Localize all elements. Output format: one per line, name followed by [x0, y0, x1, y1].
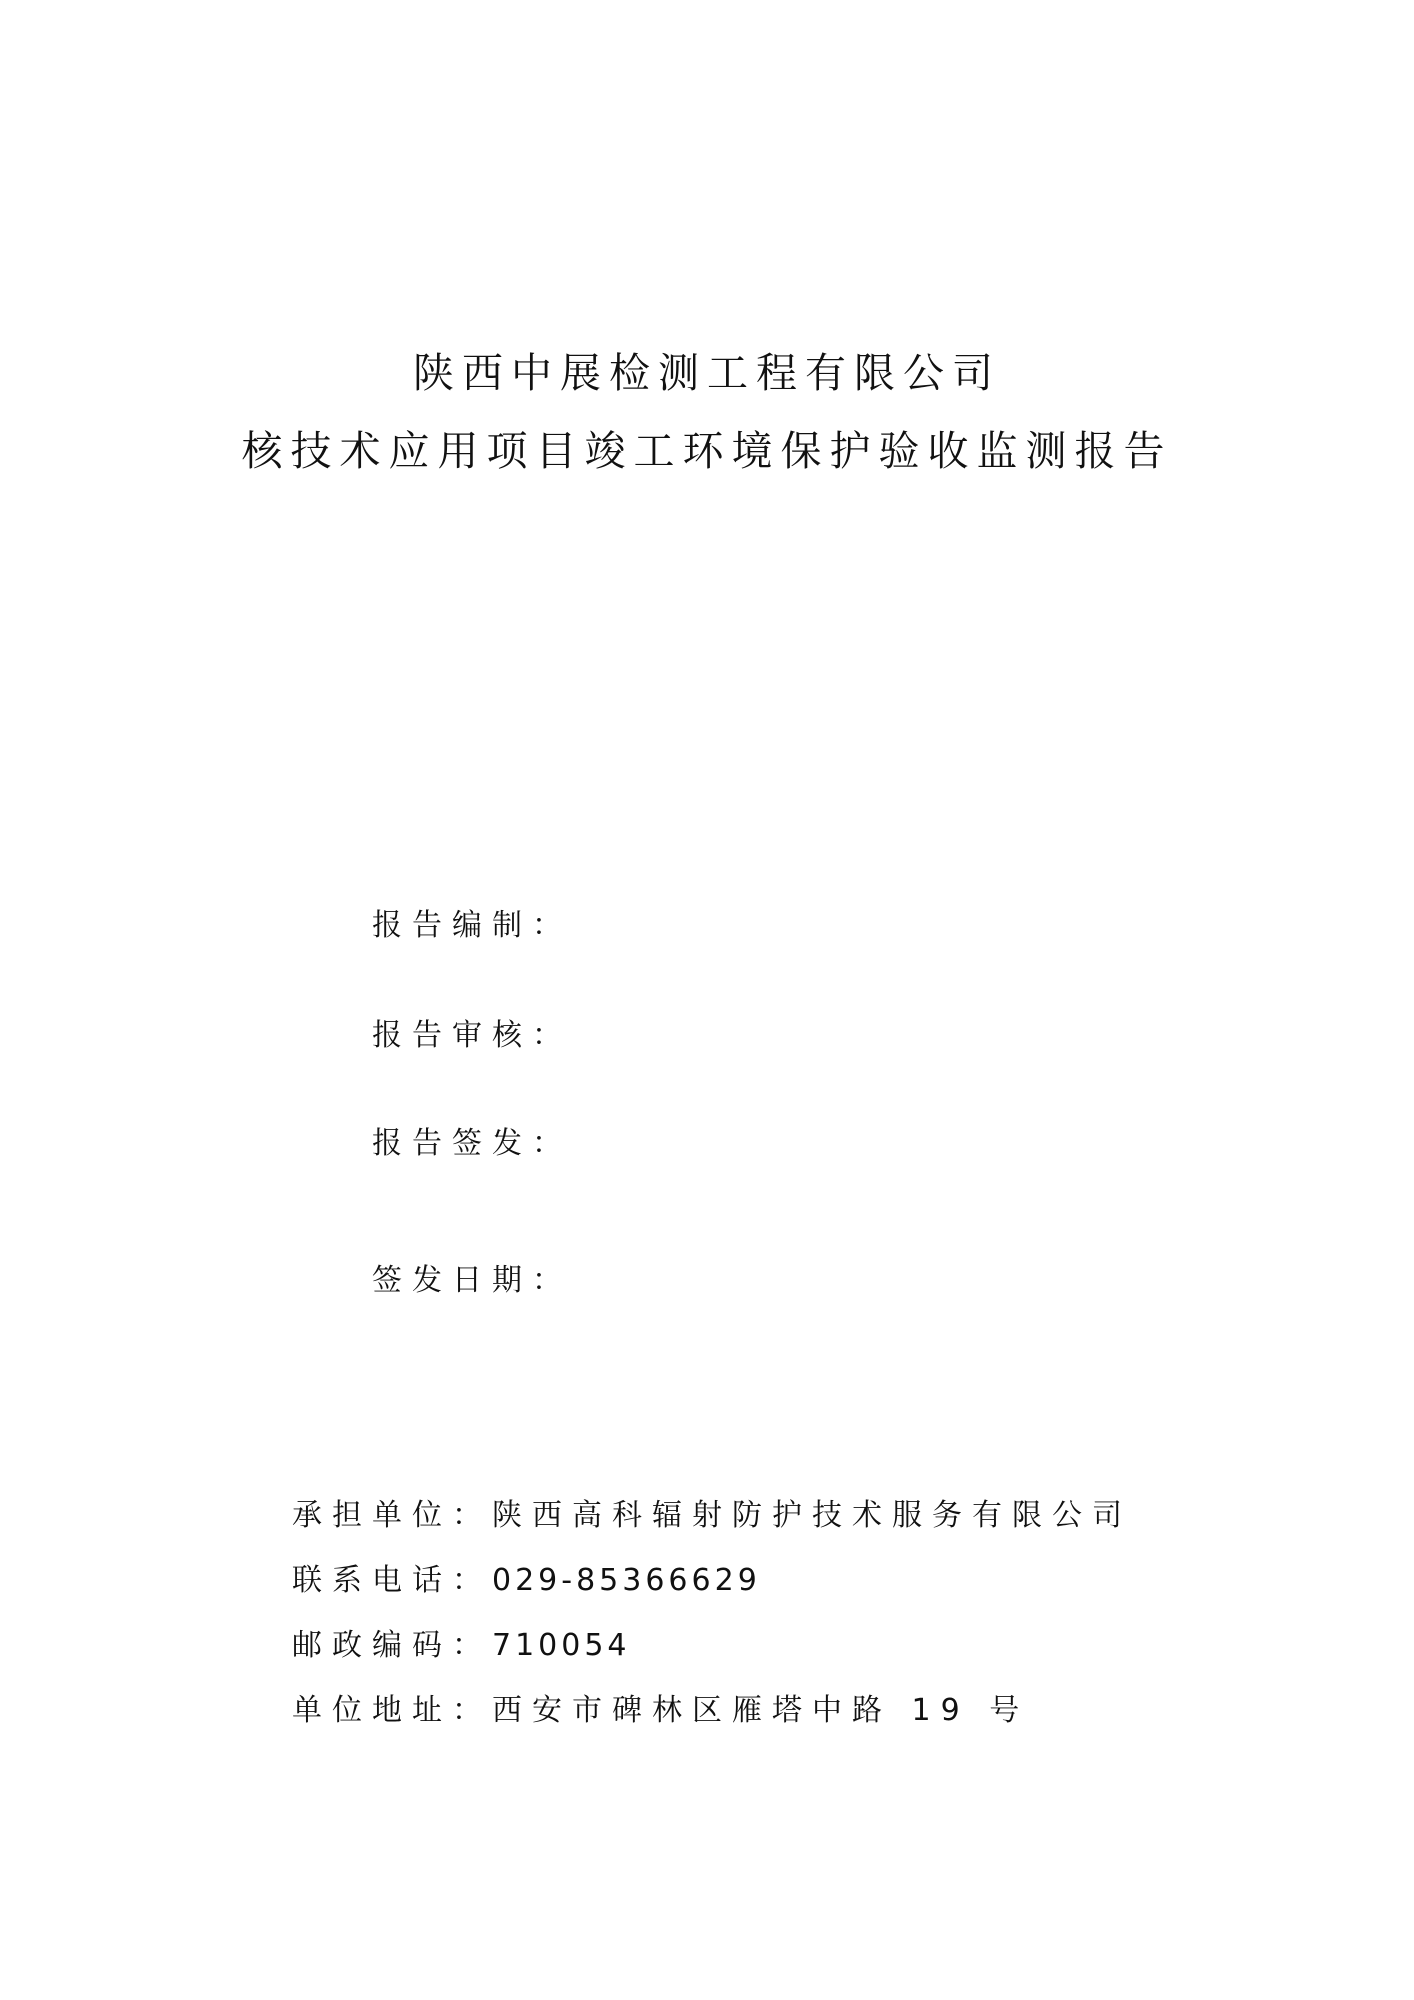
address-value: 西安市碑林区雁塔中路 19 号: [492, 1693, 1030, 1728]
issued-by-label: 报告签发：: [372, 1126, 572, 1161]
issue-date-label: 签发日期：: [372, 1263, 572, 1298]
company-title: 陕西中展检测工程有限公司: [413, 349, 1001, 397]
address-label: 单位地址：: [292, 1693, 492, 1728]
compiled-by-label: 报告编制：: [372, 908, 572, 943]
undertaker-label: 承担单位：: [292, 1498, 492, 1533]
phone-value: 029-85366629: [492, 1563, 761, 1598]
postcode-value: 710054: [492, 1628, 631, 1663]
report-title: 核技术应用项目竣工环境保护验收监测报告: [241, 427, 1173, 475]
phone-row: [292, 1555, 761, 1599]
postcode-label: 邮政编码：: [292, 1628, 492, 1663]
address-row: [292, 1685, 1029, 1729]
postcode-row: [292, 1620, 631, 1664]
undertaker-value: 陕西高科辐射防护技术服务有限公司: [492, 1498, 1132, 1533]
phone-label: 联系电话：: [292, 1563, 492, 1598]
reviewed-by-label: 报告审核：: [372, 1018, 572, 1053]
undertaker-row: [292, 1490, 1132, 1534]
